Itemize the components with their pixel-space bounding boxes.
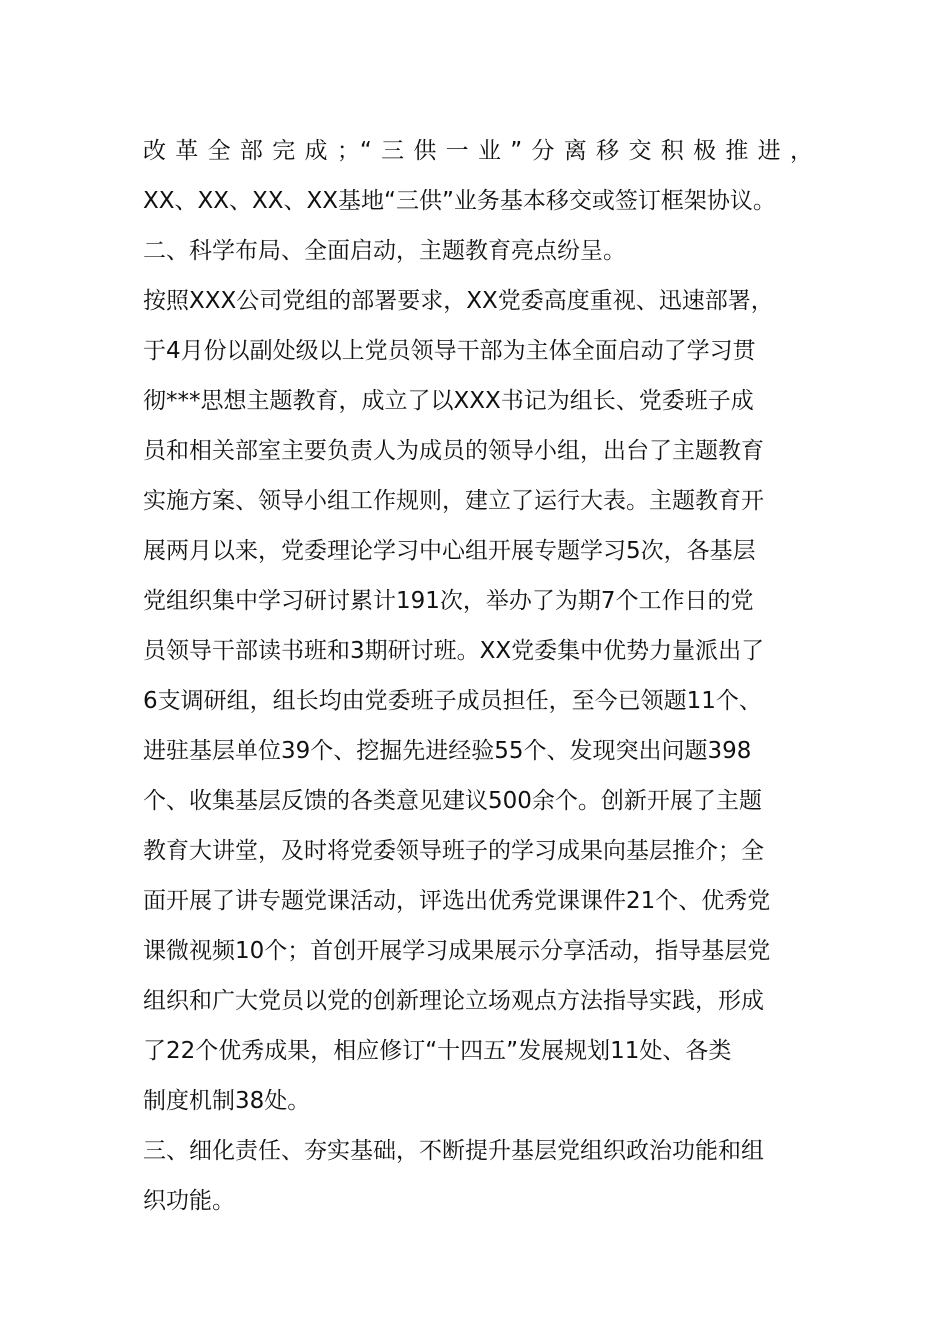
text-line-17: 课微视频10个；首创开展学习成果展示分享活动，指导基层党 bbox=[143, 938, 771, 964]
text-line-9: 展两月以来，党委理论学习中心组开展专题学习5次，各基层 bbox=[143, 538, 756, 564]
document-body bbox=[143, 126, 813, 1226]
text-line-15: 教育大讲堂，及时将党委领导班子的学习成果向基层推介；全 bbox=[143, 838, 764, 864]
text-line-13: 进驻基层单位39个、挖掘先进经验55个、发现突出问题398 bbox=[143, 738, 752, 764]
text-line-8: 实施方案、领导小组工作规则，建立了运行大表。主题教育开 bbox=[143, 488, 764, 514]
text-line-5: 于4月份以副处级以上党员领导干部为主体全面启动了学习贯 bbox=[143, 338, 756, 364]
text-line-11: 员领导干部读书班和3期研讨班。XX党委集中优势力量派出了 bbox=[143, 638, 765, 664]
text-line-2: XX、XX、XX、XX基地“三供”业务基本移交或签订框架协议。 bbox=[143, 188, 776, 214]
text-line-16: 面开展了讲专题党课活动，评选出优秀党课课件21个、优秀党 bbox=[143, 888, 771, 914]
text-line-1: 改革全部完成；“三供一业”分离移交积极推进， bbox=[143, 138, 813, 164]
text-line-14: 个、收集基层反馈的各类意见建议500余个。创新开展了主题 bbox=[143, 788, 762, 814]
text-line-12: 6支调研组，组长均由党委班子成员担任，至今已领题11个、 bbox=[143, 688, 762, 714]
section-heading-2: 二、科学布局、全面启动，主题教育亮点纷呈。 bbox=[143, 238, 626, 264]
text-line-10: 党组织集中学习研讨累计191次，举办了为期7个工作日的党 bbox=[143, 588, 754, 614]
section-heading-3: 三、细化责任、夯实基础，不断提升基层党组织政治功能和组 bbox=[143, 1138, 764, 1164]
text-line-7: 员和相关部室主要负责人为成员的领导小组，出台了主题教育 bbox=[143, 438, 764, 464]
section-heading-3-cont: 织功能。 bbox=[143, 1188, 235, 1214]
text-line-20: 制度机制38处。 bbox=[143, 1088, 311, 1114]
text-line-4: 按照XXX公司党组的部署要求，XX党委高度重视、迅速部署， bbox=[143, 288, 774, 314]
text-line-18: 组织和广大党员以党的创新理论立场观点方法指导实践，形成 bbox=[143, 988, 764, 1014]
text-line-19: 了22个优秀成果，相应修订“十四五”发展规划11处、各类 bbox=[143, 1038, 732, 1064]
text-line-6: 彻***思想主题教育，成立了以XXX书记为组长、党委班子成 bbox=[143, 388, 754, 414]
